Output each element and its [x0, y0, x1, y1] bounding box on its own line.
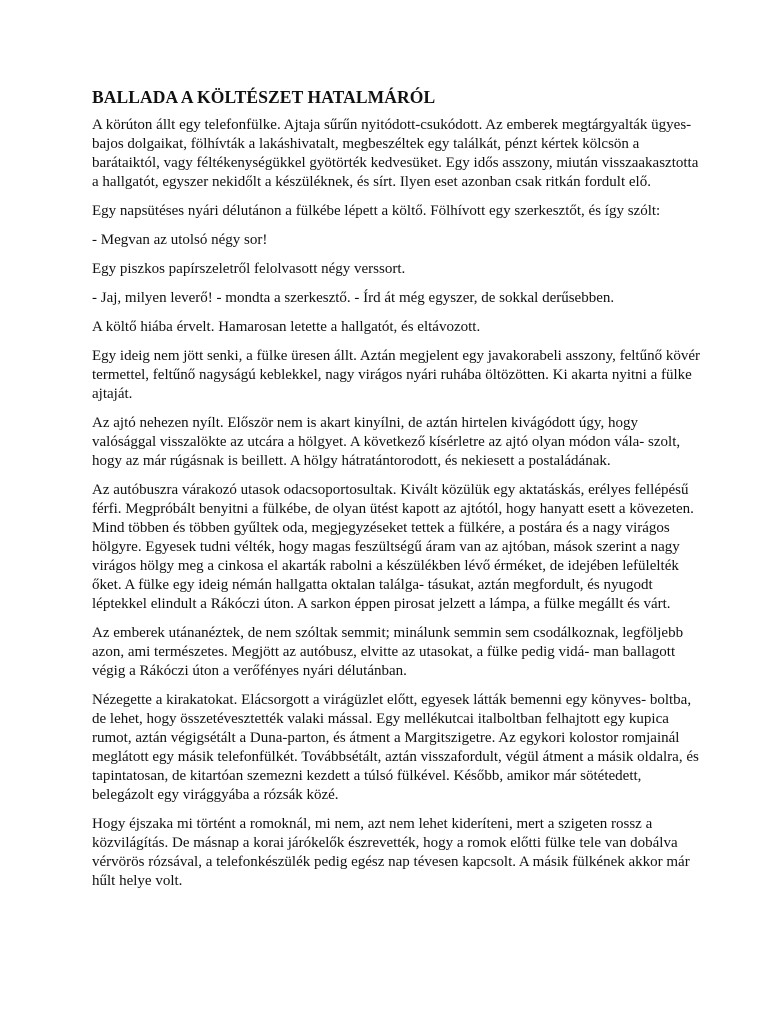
- paragraph-6: A költő hiába érvelt. Hamarosan letette a hallgatót, és eltávozott.: [92, 319, 481, 335]
- paragraph-12: Hogy éjszaka mi történt a romoknál, mi nem, azt nem lehet kideríteni, mert a szigeten rossz a közvilágítás. De másnap a korai járókelők észrevették, hogy a romok előtti fülke tele van dobálva vérvörös rózsával, a telefonkészülék pedig egész nap tévesen kapcsolt. A másik fülkének akkor már hűlt helye volt.: [92, 816, 690, 889]
- paragraph-2: Egy napsütéses nyári délutánon a fülkébe lépett a költő. Fölhívott egy szerkesztőt, és így szólt:: [92, 203, 661, 219]
- document-title: BALLADA A KÖLTÉSZET HATALMÁRÓL: [92, 87, 436, 107]
- paragraph-5: - Jaj, milyen leverő! - mondta a szerkesztő. - Írd át még egyszer, de sokkal derűsebben.: [92, 290, 615, 306]
- paragraph-1: A körúton állt egy telefonfülke. Ajtaja sűrűn nyitódott-csukódott. Az emberek megtárgyalták ügyes-bajos dolgaikat, fölhívták a lakáshivatalt, megbeszéltek egy találkát, pénzt kértek kölcsön a barátaiktól, vagy féltékenységükkel gyötörték kedvesüket. Egy idős asszony, miután visszaakasztotta a hallgatót, egyszer nekidőlt a készüléknek, és sírt. Ilyen eset azonban csak ritkán fordult elő.: [92, 117, 699, 190]
- paragraph-3: - Megvan az utolsó négy sor!: [92, 232, 268, 248]
- document-page: [92, 86, 704, 901]
- paragraph-10: Az emberek utánanéztek, de nem szóltak semmit; minálunk semmin sem csodálkoznak, legföljebb azon, ami természetes. Megjött az autóbusz, elvitte az utasokat, a fülke pedig vidá- man ballagott végig a Rákóczi úton a verőfényes nyári délutánban.: [92, 625, 684, 679]
- paragraph-8: Az ajtó nehezen nyílt. Először nem is akart kinyílni, de aztán hirtelen kivágódott úgy, hogy valósággal visszalökte az utcára a hölgyet. A következő kísérletre az ajtó olyan módon vála- szolt, hogy az már rúgásnak is beillett. A hölgy hátratántorodott, és nekiesett a postaládának.: [92, 415, 681, 469]
- paragraph-11: Nézegette a kirakatokat. Elácsorgott a virágüzlet előtt, egyesek látták bemenni egy könyves- boltba, de lehet, hogy összetévesztették valaki mással. Egy mellékutcai italboltban felhajtott egy kupica rumot, aztán végigsétált a Duna-parton, és átment a Margitszigetre. Az egykori kolostor romjainál meglátott egy másik telefonfülkét. Továbbsétált, aztán visszafordult, végül átment a másik oldalra, és tapintatosan, de kitartóan szemezni kezdett a túlsó fülkével. Később, amikor már sötétedett, belegázolt egy virággyába a rózsák közé.: [92, 692, 699, 803]
- paragraph-7: Egy ideig nem jött senki, a fülke üresen állt. Aztán megjelent egy javakorabeli asszony, feltűnő kövér termettel, feltűnő nagyságú keblekkel, nagy virágos nyári ruhába öltözötten. Ki akarta nyitni a fülke ajtaját.: [92, 348, 701, 402]
- paragraph-9: Az autóbuszra várakozó utasok odacsoportosultak. Kivált közülük egy aktatáskás, erélyes fellépésű férfi. Megpróbált benyitni a fülkébe, de olyan ütést kapott az ajtótól, hogy hanyatt esett a kövezeten. Mind többen és többen gyűltek oda, megjegyzéseket tettek a fülkére, a postára és a nagy virágos hölgyre. Egyesek tudni vélték, hogy magas feszültségű áram van az ajtóban, mások szerint a nagy virágos hölgy meg a cinkosa el akarták rabolni a készülékben lévő érméket, de idejében lefülelték őket. A fülke egy ideig némán hallgatta oktalan találga- tásukat, aztán megfordult, és nyugodt léptekkel elindult a Rákóczi úton. A sarkon éppen pirosat jelzett a lámpa, a fülke megállt és várt.: [92, 482, 694, 612]
- paragraph-4: Egy piszkos papírszeletről felolvasott négy verssort.: [92, 261, 406, 277]
